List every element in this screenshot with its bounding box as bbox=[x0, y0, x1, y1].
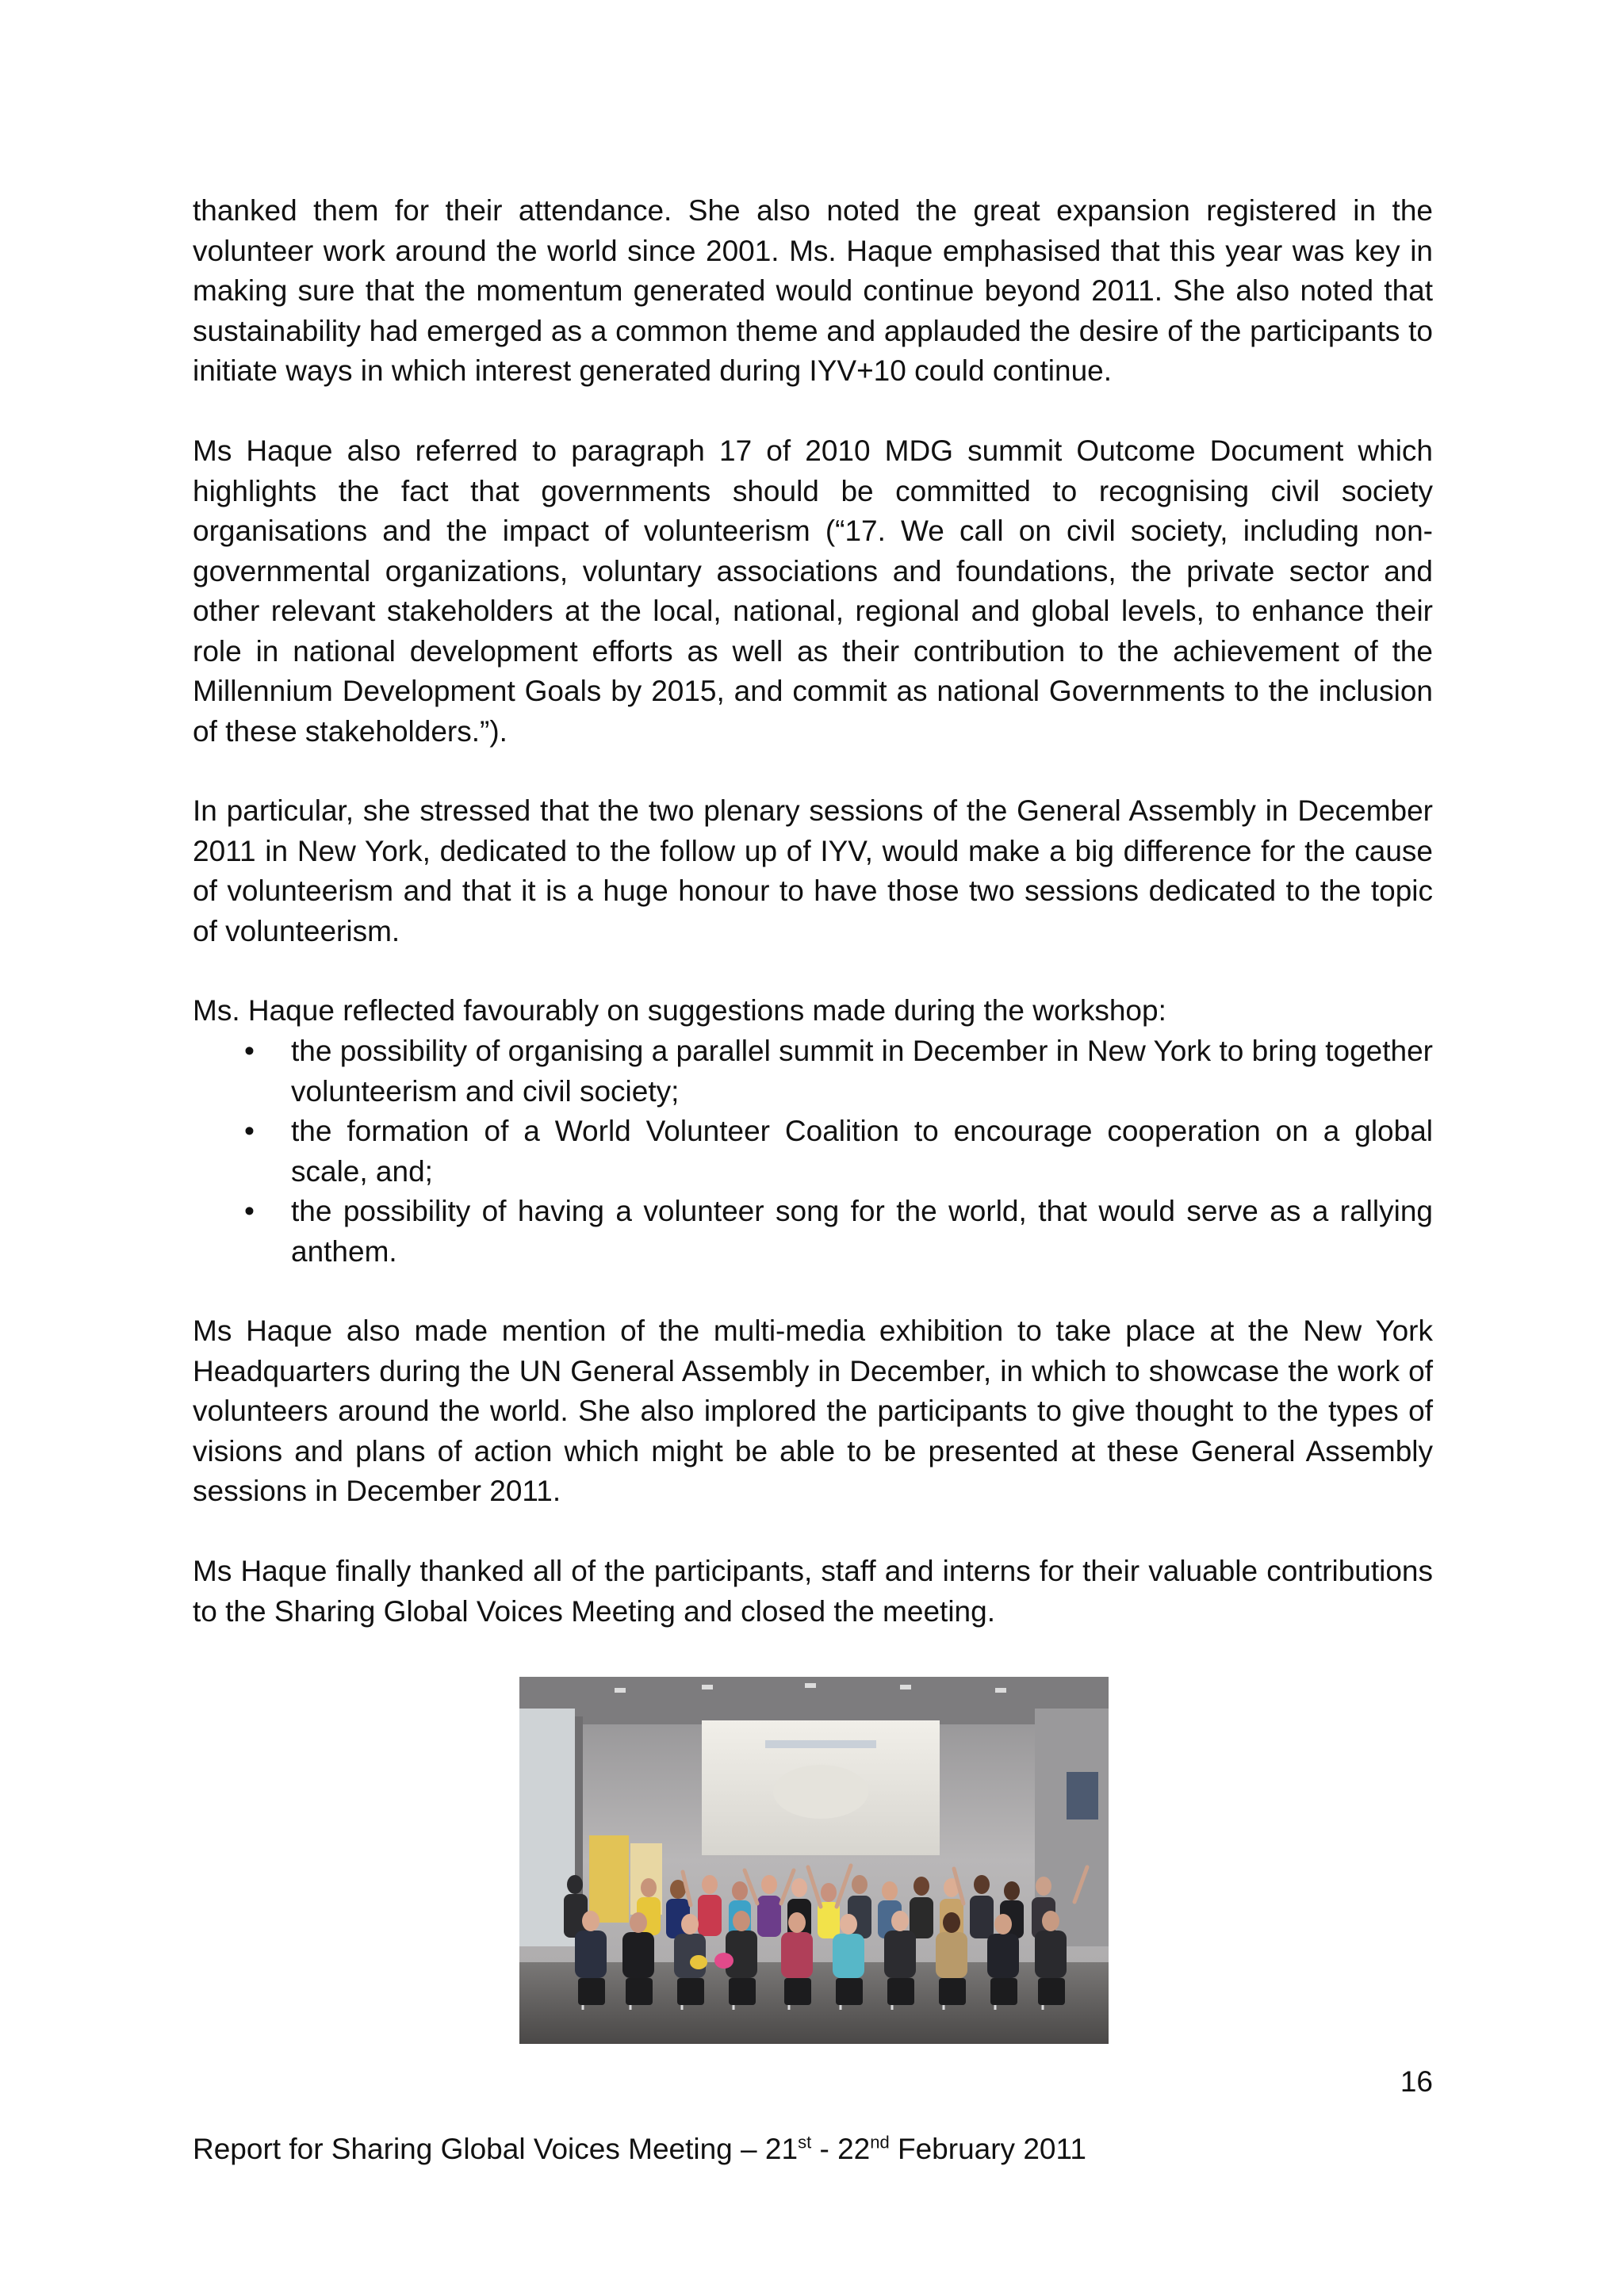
bullet-icon: • bbox=[244, 1195, 255, 1227]
paragraph-attendance: thanked them for their attendance. She also noted the great expansion registered in the volunteer work around the world since 2001. Ms. Haque emphasised that this year was key in making sure that the momentum generated would continue beyond 2011. She also noted that sustainability had emerged as a common theme and applauded the desire of the participants to initiate ways in which interest generated during IYV+10 could continue. bbox=[193, 194, 1433, 387]
list-item-text: the possibility of organising a parallel summit in December in New York to bring together volunteerism and civil society; bbox=[291, 1035, 1433, 1108]
list-item bbox=[193, 1192, 1433, 1272]
bullet-icon: • bbox=[244, 1035, 255, 1067]
suggestions-list bbox=[193, 1031, 1433, 1272]
paragraph-exhibition: Ms Haque also made mention of the multi-media exhibition to take place at the New York Headquarters during the UN General Assembly in December, in which to showcase the work of volunteers around the world. She also implored the participants to give thought to the types of visions and plans of action which might be able to be presented at these General Assembly sessions in December 2011. bbox=[193, 1314, 1433, 1507]
page-footer bbox=[193, 2132, 1086, 2167]
paragraph-plenary-sessions: In particular, she stressed that the two plenary sessions of the General Assembly in December 2011 in New York, dedicated to the follow up of IYV, would make a big difference for the cause of volunteerism and that it is a huge honour to have those two sessions dedicated to the topic of volunteerism. bbox=[193, 794, 1433, 947]
paragraph-mdg-summit: Ms Haque also referred to paragraph 17 of 2010 MDG summit Outcome Document which highlights the fact that governments should be committed to recognising civil society organisations and the impact of volunteerism (“17. We call on civil society, including non-governmental organizations, voluntary associations and foundations, the private sector and other relevant stakeholders at the local, national, regional and global levels, to enhance their role in national development efforts as well as their contribution to the achievement of the Millennium Development Goals by 2015, and commit as national Governments to the inclusion of these stakeholders.”). bbox=[193, 434, 1433, 748]
group-photo bbox=[519, 1677, 1109, 2044]
group-photo-image bbox=[519, 1677, 1109, 2044]
list-item bbox=[193, 1031, 1433, 1112]
list-item bbox=[193, 1112, 1433, 1192]
list-item-text: the possibility of having a volunteer song for the world, that would serve as a rallying anthem. bbox=[291, 1195, 1433, 1268]
bullet-icon: • bbox=[244, 1115, 255, 1147]
footer-text-middle: - 22 bbox=[811, 2133, 871, 2165]
footer-text-prefix: Report for Sharing Global Voices Meeting – 21 bbox=[193, 2133, 799, 2165]
paragraph-closing: Ms Haque finally thanked all of the participants, staff and interns for their valuable contributions to the Sharing Global Voices Meeting and closed the meeting. bbox=[193, 1555, 1433, 1628]
list-item-text: the formation of a World Volunteer Coalition to encourage cooperation on a global scale, and; bbox=[291, 1115, 1433, 1188]
footer-sup-nd: nd bbox=[870, 2132, 890, 2152]
footer-sup-st: st bbox=[798, 2132, 812, 2152]
page-number: 16 bbox=[1400, 2065, 1433, 2098]
footer-text-suffix: February 2011 bbox=[889, 2133, 1086, 2165]
paragraph-suggestions-intro: Ms. Haque reflected favourably on suggestions made during the workshop: bbox=[193, 994, 1166, 1027]
